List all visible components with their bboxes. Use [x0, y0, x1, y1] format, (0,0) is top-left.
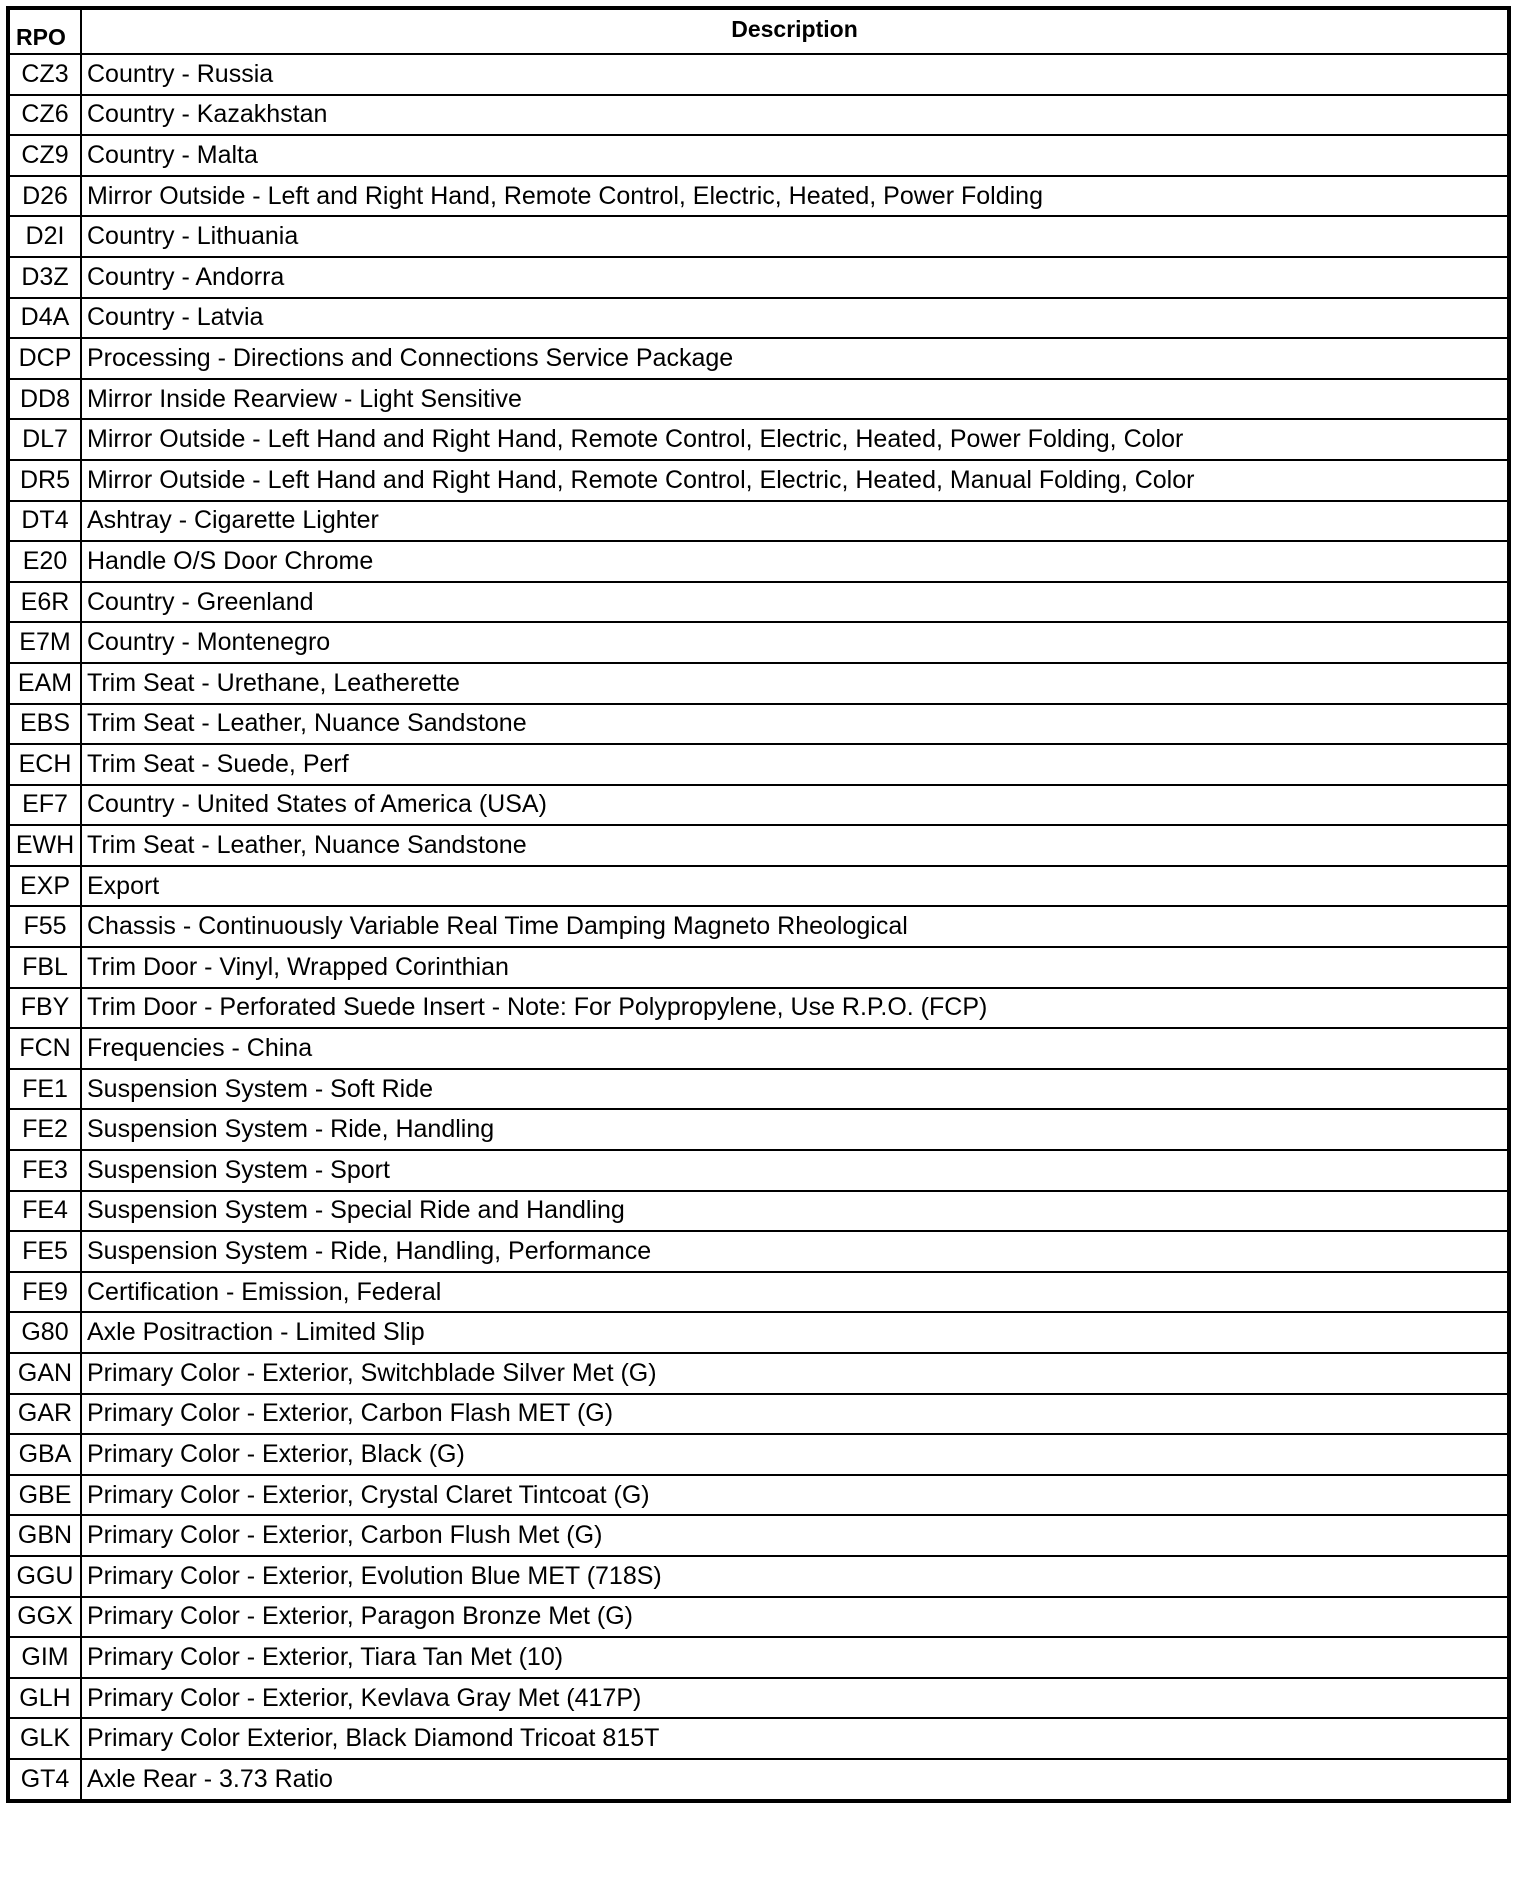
table-row [8, 216, 1509, 257]
rpo-code-cell: E6R [8, 582, 81, 623]
rpo-code-cell: D4A [8, 298, 81, 339]
table-row [8, 1353, 1509, 1394]
table-row [8, 1272, 1509, 1313]
description-cell: Trim Seat - Urethane, Leatherette [81, 663, 1509, 704]
rpo-code-cell: E7M [8, 622, 81, 663]
rpo-code-cell: ECH [8, 744, 81, 785]
description-cell: Country - Montenegro [81, 622, 1509, 663]
table-row [8, 298, 1509, 339]
description-cell: Primary Color - Exterior, Carbon Flash MET (G) [81, 1394, 1509, 1435]
description-cell: Suspension System - Ride, Handling, Performance [81, 1231, 1509, 1272]
rpo-code-cell: G80 [8, 1312, 81, 1353]
table-row [8, 1394, 1509, 1435]
rpo-code-cell: DCP [8, 338, 81, 379]
rpo-code-cell: GGX [8, 1597, 81, 1638]
table-row [8, 460, 1509, 501]
description-cell: Country - Malta [81, 135, 1509, 176]
table-row [8, 419, 1509, 460]
table-row [8, 582, 1509, 623]
description-cell: Suspension System - Sport [81, 1150, 1509, 1191]
rpo-code-cell: GGU [8, 1556, 81, 1597]
description-cell: Suspension System - Ride, Handling [81, 1109, 1509, 1150]
table-row [8, 379, 1509, 420]
description-cell: Trim Seat - Suede, Perf [81, 744, 1509, 785]
description-cell: Mirror Outside - Left Hand and Right Hand, Remote Control, Electric, Heated, Manual Folding, Color [81, 460, 1509, 501]
table-row [8, 501, 1509, 542]
description-column-header: Description [81, 8, 1509, 54]
table-row [8, 1028, 1509, 1069]
description-cell: Primary Color - Exterior, Kevlava Gray Met (417P) [81, 1678, 1509, 1719]
rpo-code-cell: FE5 [8, 1231, 81, 1272]
table-row [8, 95, 1509, 136]
table-body [8, 54, 1509, 1801]
rpo-code-cell: CZ3 [8, 54, 81, 95]
table-row [8, 1597, 1509, 1638]
rpo-code-cell: F55 [8, 906, 81, 947]
rpo-code-cell: GBN [8, 1515, 81, 1556]
table-row [8, 704, 1509, 745]
description-cell: Mirror Outside - Left Hand and Right Hand, Remote Control, Electric, Heated, Power Folding, Color [81, 419, 1509, 460]
description-cell: Country - Russia [81, 54, 1509, 95]
rpo-code-cell: FE2 [8, 1109, 81, 1150]
rpo-table [6, 6, 1511, 1803]
rpo-code-cell: DD8 [8, 379, 81, 420]
rpo-code-cell: FE1 [8, 1069, 81, 1110]
table-row [8, 1637, 1509, 1678]
description-cell: Primary Color - Exterior, Tiara Tan Met (10) [81, 1637, 1509, 1678]
table-row [8, 1515, 1509, 1556]
description-cell: Country - United States of America (USA) [81, 785, 1509, 826]
description-cell: Primary Color - Exterior, Carbon Flush Met (G) [81, 1515, 1509, 1556]
description-cell: Country - Lithuania [81, 216, 1509, 257]
description-cell: Trim Door - Perforated Suede Insert - Note: For Polypropylene, Use R.P.O. (FCP) [81, 988, 1509, 1029]
table-row [8, 947, 1509, 988]
rpo-code-cell: FE9 [8, 1272, 81, 1313]
table-row [8, 622, 1509, 663]
rpo-code-cell: FE4 [8, 1191, 81, 1232]
description-cell: Trim Door - Vinyl, Wrapped Corinthian [81, 947, 1509, 988]
rpo-code-cell: EBS [8, 704, 81, 745]
rpo-code-cell: DL7 [8, 419, 81, 460]
table-row [8, 1150, 1509, 1191]
table-row [8, 906, 1509, 947]
table-row [8, 663, 1509, 704]
table-row [8, 1759, 1509, 1801]
description-cell: Ashtray - Cigarette Lighter [81, 501, 1509, 542]
description-cell: Processing - Directions and Connections Service Package [81, 338, 1509, 379]
description-cell: Mirror Outside - Left and Right Hand, Remote Control, Electric, Heated, Power Folding [81, 176, 1509, 217]
rpo-code-cell: EXP [8, 866, 81, 907]
rpo-code-cell: FBL [8, 947, 81, 988]
rpo-code-cell: CZ9 [8, 135, 81, 176]
rpo-code-cell: E20 [8, 541, 81, 582]
rpo-code-cell: GLH [8, 1678, 81, 1719]
table-row [8, 541, 1509, 582]
description-cell: Mirror Inside Rearview - Light Sensitive [81, 379, 1509, 420]
description-cell: Primary Color - Exterior, Paragon Bronze Met (G) [81, 1597, 1509, 1638]
description-cell: Axle Rear - 3.73 Ratio [81, 1759, 1509, 1801]
description-cell: Primary Color - Exterior, Evolution Blue MET (718S) [81, 1556, 1509, 1597]
description-cell: Primary Color - Exterior, Black (G) [81, 1434, 1509, 1475]
rpo-code-cell: GAN [8, 1353, 81, 1394]
table-row [8, 1231, 1509, 1272]
table-row [8, 1678, 1509, 1719]
description-cell: Axle Positraction - Limited Slip [81, 1312, 1509, 1353]
rpo-column-header: RPO [8, 8, 81, 54]
description-cell: Handle O/S Door Chrome [81, 541, 1509, 582]
rpo-code-cell: FBY [8, 988, 81, 1029]
rpo-code-cell: DT4 [8, 501, 81, 542]
table-row [8, 176, 1509, 217]
table-row [8, 1312, 1509, 1353]
description-cell: Trim Seat - Leather, Nuance Sandstone [81, 825, 1509, 866]
table-row [8, 988, 1509, 1029]
description-cell: Country - Greenland [81, 582, 1509, 623]
description-cell: Country - Andorra [81, 257, 1509, 298]
description-cell: Country - Kazakhstan [81, 95, 1509, 136]
description-cell: Frequencies - China [81, 1028, 1509, 1069]
table-row [8, 1109, 1509, 1150]
description-cell: Export [81, 866, 1509, 907]
rpo-code-cell: GAR [8, 1394, 81, 1435]
description-cell: Certification - Emission, Federal [81, 1272, 1509, 1313]
table-row [8, 1556, 1509, 1597]
table-row [8, 1718, 1509, 1759]
rpo-code-cell: EAM [8, 663, 81, 704]
table-row [8, 1069, 1509, 1110]
rpo-code-cell: GBE [8, 1475, 81, 1516]
table-row [8, 257, 1509, 298]
rpo-code-cell: GT4 [8, 1759, 81, 1801]
description-cell: Country - Latvia [81, 298, 1509, 339]
table-row [8, 866, 1509, 907]
description-cell: Chassis - Continuously Variable Real Time Damping Magneto Rheological [81, 906, 1509, 947]
rpo-code-cell: D3Z [8, 257, 81, 298]
table-row [8, 744, 1509, 785]
description-cell: Suspension System - Soft Ride [81, 1069, 1509, 1110]
rpo-code-cell: D26 [8, 176, 81, 217]
rpo-code-cell: D2I [8, 216, 81, 257]
description-cell: Primary Color Exterior, Black Diamond Tricoat 815T [81, 1718, 1509, 1759]
rpo-code-cell: FCN [8, 1028, 81, 1069]
rpo-code-cell: GLK [8, 1718, 81, 1759]
table-row [8, 785, 1509, 826]
description-cell: Suspension System - Special Ride and Handling [81, 1191, 1509, 1232]
table-row [8, 338, 1509, 379]
rpo-code-cell: GBA [8, 1434, 81, 1475]
description-cell: Trim Seat - Leather, Nuance Sandstone [81, 704, 1509, 745]
rpo-code-cell: GIM [8, 1637, 81, 1678]
rpo-code-cell: FE3 [8, 1150, 81, 1191]
header-row [8, 8, 1509, 54]
table-row [8, 54, 1509, 95]
table-row [8, 1475, 1509, 1516]
table-row [8, 1434, 1509, 1475]
table-row [8, 825, 1509, 866]
rpo-code-cell: EWH [8, 825, 81, 866]
rpo-code-cell: EF7 [8, 785, 81, 826]
description-cell: Primary Color - Exterior, Crystal Claret Tintcoat (G) [81, 1475, 1509, 1516]
table-row [8, 1191, 1509, 1232]
rpo-code-cell: DR5 [8, 460, 81, 501]
table-row [8, 135, 1509, 176]
description-cell: Primary Color - Exterior, Switchblade Silver Met (G) [81, 1353, 1509, 1394]
rpo-code-cell: CZ6 [8, 95, 81, 136]
